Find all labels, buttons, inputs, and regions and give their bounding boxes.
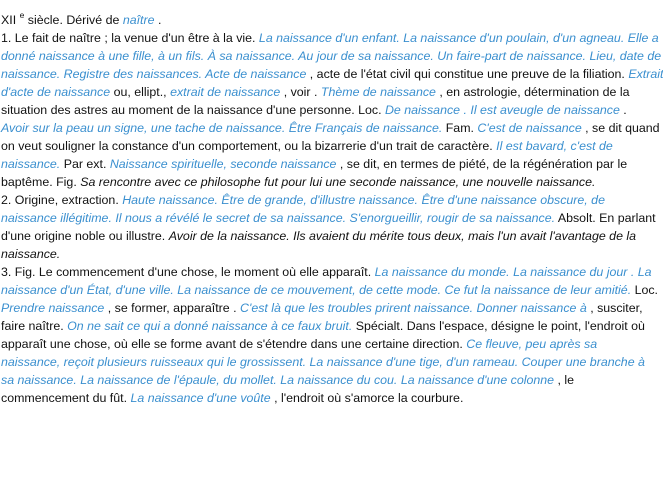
- example-link[interactable]: C'est de naissance: [477, 121, 582, 135]
- entry-line: [1, 371, 650, 389]
- entry-line: [1, 65, 663, 83]
- example-link[interactable]: naissance. Registre des naissances. Acte de naissance: [1, 67, 307, 81]
- example-link[interactable]: Haute naissance. Être de grande, d'illustre naissance. Être d'une naissance obscure, de: [122, 193, 605, 207]
- entry-line: [1, 11, 650, 29]
- example-link[interactable]: Prendre naissance: [1, 301, 105, 315]
- entry-line: [1, 245, 650, 263]
- definition-text: 1. Le fait de naître ; la venue d'un être à la vie.: [1, 31, 259, 45]
- definition-text: , voir .: [280, 85, 321, 99]
- example-link[interactable]: Ce fleuve, peu après sa: [466, 337, 598, 351]
- example-link[interactable]: d'acte de naissance: [1, 85, 111, 99]
- definition-text: , l'endroit où s'amorce la courbure.: [270, 391, 464, 405]
- entry-line: [1, 299, 650, 317]
- definition-text: Par ext.: [60, 157, 110, 171]
- example-link[interactable]: naissance.: [1, 157, 61, 171]
- entry-line: [1, 29, 659, 47]
- example-link[interactable]: Extrait: [628, 67, 663, 81]
- example-link[interactable]: donné naissance à une fille, à un fils. À sa naissance. Au jour de sa naissance. Un faire-part de naissance. Lieu, date de: [1, 49, 662, 63]
- definition-text: 2. Origine, extraction.: [1, 193, 123, 207]
- definition-text: baptême. Fig.: [1, 175, 81, 189]
- citation-text: Sa rencontre avec ce philosophe fut pour lui une seconde naissance, une nouvelle naissance.: [80, 175, 596, 189]
- definition-text: Loc.: [631, 283, 659, 297]
- example-link[interactable]: naissance illégitime. Il nous a révélé le secret de sa naissance. S'enorgueillir, rougir de sa naissance.: [1, 211, 556, 225]
- definition-text: , se dit quand: [581, 121, 660, 135]
- definition-text: , le: [554, 373, 575, 387]
- entry-line: [1, 353, 650, 371]
- definition-text: commencement du fût.: [1, 391, 131, 405]
- citation-text: Avoir de la naissance. Ils avaient du mérite tous deux, mais l'un avait l'avantage de la: [168, 229, 637, 243]
- example-link[interactable]: La naissance d'une voûte: [130, 391, 271, 405]
- definition-text: Spécialt. Dans l'espace, désigne le point, l'endroit où: [352, 319, 645, 333]
- definition-text: , susciter,: [586, 301, 643, 315]
- citation-text: naissance.: [1, 247, 61, 261]
- example-link[interactable]: naissance d'un État, d'une ville. La naissance de ce mouvement, de cette mode. Ce fut la naissance de leur amitié.: [1, 283, 632, 297]
- definition-text: .: [619, 103, 627, 117]
- example-link[interactable]: La naissance du monde. La naissance du jour . La: [374, 265, 652, 279]
- definition-text: siècle. Dérivé de: [24, 13, 123, 27]
- entry-line: [1, 191, 650, 209]
- example-link[interactable]: De naissance . Il est aveugle de naissance: [384, 103, 620, 117]
- example-link[interactable]: La naissance d'un enfant. La naissance d'un poulain, d'un agneau. Elle a: [258, 31, 659, 45]
- definition-text: ou, ellipt.,: [110, 85, 171, 99]
- entry-line: [1, 281, 659, 299]
- definition-text: , en astrologie, détermination de la: [435, 85, 630, 99]
- entry-line: [1, 119, 660, 137]
- entry-line: [1, 83, 650, 101]
- definition-text: , acte de l'état civil qui constitue une preuve de la filiation.: [306, 67, 629, 81]
- example-link[interactable]: extrait de naissance: [170, 85, 281, 99]
- definition-text: apparaît une chose, où elle se forme avant de s'étendre dans une certaine direction.: [1, 337, 467, 351]
- definition-text: on veut souligner la constance d'un comportement, ou la bizarrerie d'un trait de caractère.: [1, 139, 497, 153]
- entry-line: [1, 317, 650, 335]
- entry-line: [1, 47, 662, 65]
- superscript: e: [19, 9, 25, 20]
- definition-text: Absolt. En parlant: [555, 211, 656, 225]
- entry-line: [1, 155, 650, 173]
- entry-line: [1, 227, 650, 245]
- definition-text: situation des astres au moment de la naissance d'une personne. Loc.: [1, 103, 385, 117]
- entry-line: [1, 173, 650, 191]
- example-link[interactable]: Avoir sur la peau un signe, une tache de naissance. Être Français de naissance.: [1, 121, 443, 135]
- example-link[interactable]: naissance, reçoit plusieurs ruisseaux qui le grossissent. La naissance d'une tige, d'un rameau. Couper une branche à: [1, 355, 645, 369]
- definition-text: faire naître.: [1, 319, 68, 333]
- entry-line: [1, 101, 650, 119]
- entry-line: [1, 263, 650, 281]
- entry-line: [1, 335, 650, 353]
- definition-text: .: [154, 13, 162, 27]
- example-link[interactable]: Naissance spirituelle, seconde naissance: [109, 157, 337, 171]
- example-link[interactable]: C'est là que les troubles prirent naissance. Donner naissance à: [240, 301, 587, 315]
- definition-text: , se former, apparaître .: [104, 301, 240, 315]
- entry-line: [1, 389, 650, 407]
- definition-text: Fam.: [442, 121, 478, 135]
- definition-text: , se dit, en termes de piété, de la régénération par le: [336, 157, 628, 171]
- definition-text: 3. Fig. Le commencement d'une chose, le moment où elle apparaît.: [1, 265, 375, 279]
- example-link[interactable]: naître: [122, 13, 155, 27]
- example-link[interactable]: sa naissance. La naissance de l'épaule, du mollet. La naissance du cou. La naissance d'une colonne: [1, 373, 555, 387]
- example-link[interactable]: Thème de naissance: [320, 85, 436, 99]
- example-link[interactable]: On ne sait ce qui a donné naissance à ce faux bruit.: [67, 319, 353, 333]
- definition-text: d'une origine noble ou illustre.: [1, 229, 169, 243]
- definition-text: XII: [1, 13, 20, 27]
- entry-line: [1, 209, 656, 227]
- example-link[interactable]: Il est bavard, c'est de: [496, 139, 613, 153]
- entry-line: [1, 137, 650, 155]
